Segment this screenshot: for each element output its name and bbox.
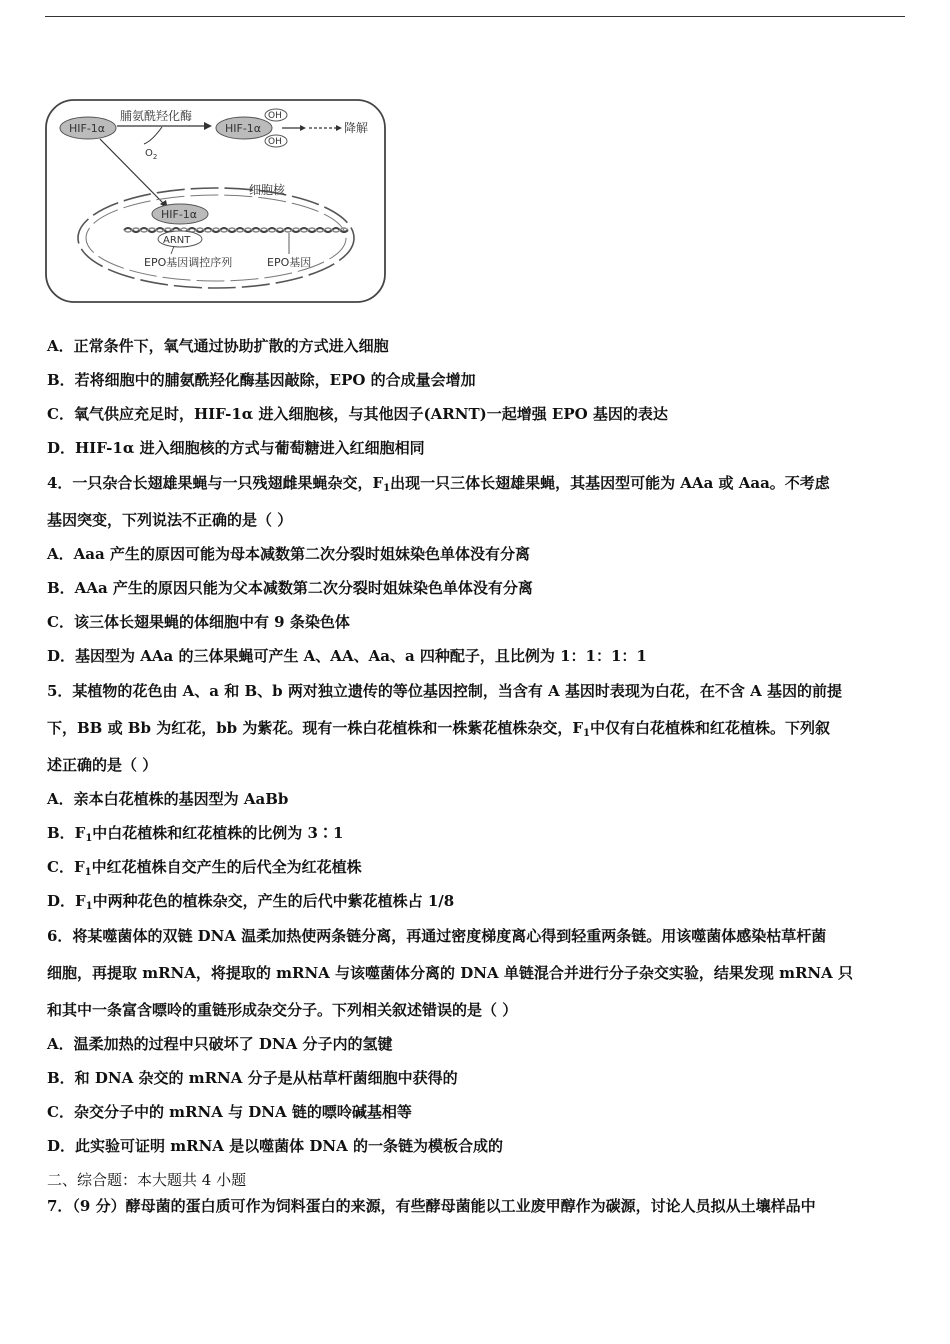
hif-label-right: HIF-1α [225, 122, 262, 135]
section-heading: 二、综合题：本大题共 4 小题 [47, 1171, 247, 1189]
q5-option-d: D．$F_1$中两种花色的植株杂交，产生的后代中紫花植株占 1/8 [47, 892, 455, 912]
q3-option-d: D．HIF-1α 进入细胞核的方式与葡萄糖进入红细胞相同 [47, 439, 425, 457]
enzyme-label: 脯氨酰羟化酶 [120, 109, 193, 123]
q4-stem-line2: 基因突变，下列说法不正确的是（ ） [47, 511, 293, 529]
q5-stem-line1: 5．某植物的花色由 A、a 和 B、b 两对独立遗传的等位基因控制，当含有 A 基因时表现为白花，在不含 A 基因的前提 [47, 682, 843, 700]
degrade-label: 降解 [344, 121, 369, 135]
q6-option-c: C．杂交分子中的 mRNA 与 DNA 链的嘌呤碱基相等 [47, 1103, 412, 1121]
q5-option-a: A．亲本白花植株的基因型为 AaBb [47, 790, 289, 808]
q6-stem-line2: 细胞，再提取 mRNA，将提取的 mRNA 与该噬菌体分离的 DNA 单链混合并进行分子杂交实验，结果发现 mRNA 只 [47, 964, 853, 982]
nucleus-label: 细胞核 [249, 183, 286, 197]
q4-stem-line1: 4．一只杂合长翅雄果蝇与一只残翅雌果蝇杂交，$F_1$出现一只三体长翅雄果蝇，其基因型可能为 AAa 或 Aaa。不考虑 [47, 474, 830, 494]
oh-label-top: OH [268, 111, 282, 121]
epo-seq-label: EPO基因调控序列 [144, 256, 233, 269]
q5-stem-line3: 述正确的是（ ） [47, 756, 158, 774]
q4-option-d: D．基因型为 AAa 的三体果蝇可产生 A、AA、Aa、a 四种配子，且比例为 1：1：1：1 [47, 647, 647, 665]
arnt-label: ARNT [163, 235, 191, 246]
q7-stem-line1: 7．（9 分）酵母菌的蛋白质可作为饲料蛋白的来源，有些酵母菌能以工业废甲醇作为碳源，讨论人员拟从土壤样品中 [47, 1197, 816, 1215]
q5-option-b: B．$F_1$中白花植株和红花植株的比例为 3∶1 [47, 824, 344, 844]
q3-option-a: A．正常条件下，氧气通过协助扩散的方式进入细胞 [47, 337, 389, 355]
q4-option-c: C．该三体长翅果蝇的体细胞中有 9 条染色体 [47, 613, 350, 631]
epo-gene-label: EPO基因 [267, 256, 312, 269]
q5-option-c: C．$F_1$中红花植株自交产生的后代全为红花植株 [47, 858, 362, 878]
hif-label-nucleus: HIF-1α [161, 208, 198, 221]
hif-label-left: HIF-1α [69, 122, 106, 135]
q3-option-c: C．氧气供应充足时，HIF-1α 进入细胞核，与其他因子(ARNT)一起增强 EPO 基因的表达 [47, 405, 668, 423]
q4-option-a: A．Aaa 产生的原因可能为母本减数第二次分裂时姐妹染色单体没有分离 [47, 545, 530, 563]
header-rule [45, 16, 905, 17]
q6-option-d: D．此实验可证明 mRNA 是以噬菌体 DNA 的一条链为模板合成的 [47, 1137, 503, 1155]
q6-option-a: A．温柔加热的过程中只破坏了 DNA 分子内的氢键 [47, 1035, 393, 1053]
q6-stem-line3: 和其中一条富含嘌呤的重链形成杂交分子。下列相关叙述错误的是（ ） [47, 1001, 518, 1019]
q3-option-b: B．若将细胞中的脯氨酰羟化酶基因敲除，EPO 的合成量会增加 [47, 371, 476, 389]
o2-label: $O_2$ [145, 148, 158, 161]
q6-stem-line1: 6．将某噬菌体的双链 DNA 温柔加热使两条链分离，再通过密度梯度离心得到轻重两条链。用该噬菌体感染枯草杆菌 [47, 927, 827, 945]
q6-option-b: B．和 DNA 杂交的 mRNA 分子是从枯草杆菌细胞中获得的 [47, 1069, 458, 1087]
q5-stem-line2: 下，BB 或 Bb 为红花，bb 为紫花。现有一株白花植株和一株紫花植株杂交，$F_1$中仅有白花植株和红花植株。下列叙 [47, 719, 831, 739]
oh-label-bottom: OH [268, 137, 282, 147]
q4-option-b: B．AAa 产生的原因只能为父本减数第二次分裂时姐妹染色单体没有分离 [47, 579, 533, 597]
hif-epo-diagram [44, 96, 389, 306]
